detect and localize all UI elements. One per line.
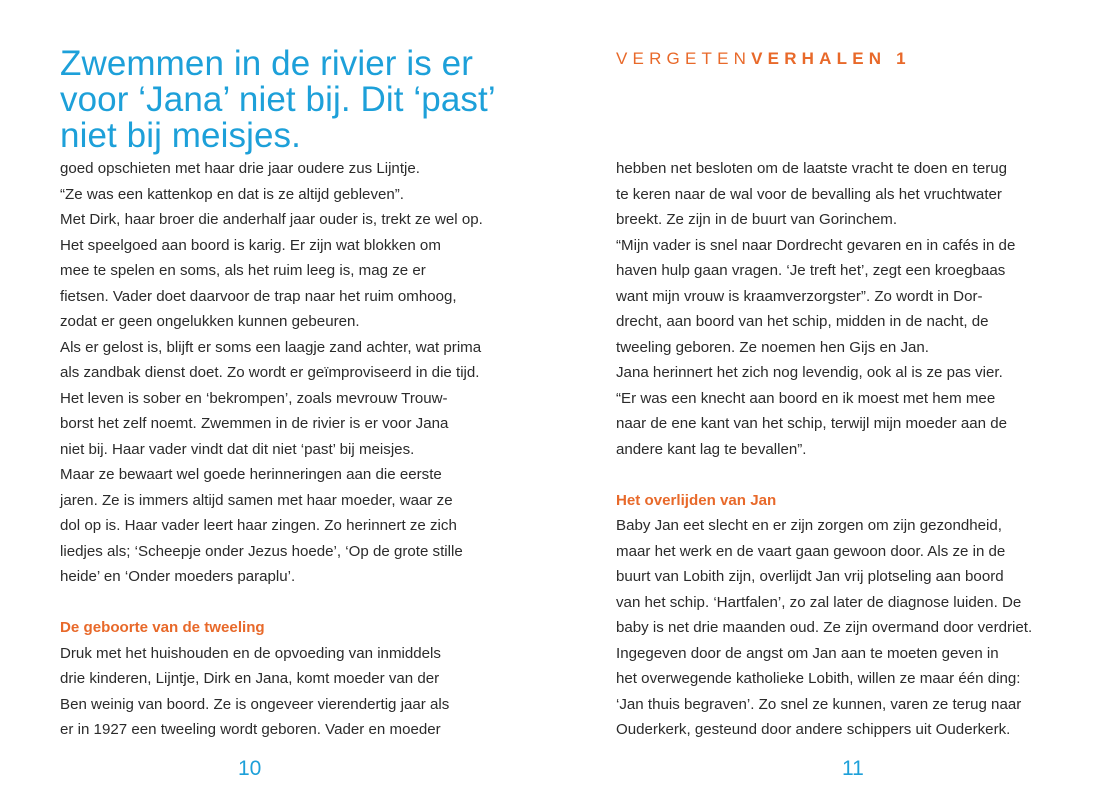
text-line: drie kinderen, Lijntje, Dirk en Jana, komt moeder van der: [60, 670, 440, 687]
text-line: Het leven is sober en ‘bekrompen’, zoals mevrouw Trouw-: [60, 389, 448, 407]
text-line: Als er gelost is, blijft er soms een laagje zand achter, wat prima: [60, 338, 482, 356]
text-line: baby is net drie maanden oud. Ze zijn overmand door verdriet.: [616, 619, 1033, 636]
pull-quote: Zwemmen in de rivier is er voor ‘Jana’ niet bij. Dit ‘past’ niet bij meisjes.: [60, 44, 495, 155]
text-line: Baby Jan eet slecht en er zijn zorgen om zijn gezondheid,: [616, 517, 1002, 534]
text-line: er in 1927 een tweeling wordt geboren. Vader en moeder: [60, 721, 441, 738]
text-line: niet bij. Haar vader vindt dat dit niet ‘past’ bij meisjes.: [60, 440, 415, 458]
text-line: te keren naar de wal voor de bevalling als het vruchtwater: [616, 185, 1002, 203]
text-line: Met Dirk, haar broer die anderhalf jaar ouder is, trekt ze wel op.: [60, 211, 483, 228]
text-line: heide’ en ‘Onder moeders paraplu’.: [60, 568, 296, 585]
series-title: [616, 49, 911, 69]
right-paragraphs-after: [616, 513, 1056, 743]
right-body-text: [616, 156, 1056, 743]
section-heading-tweeling: De geboorte van de tweeling: [60, 619, 265, 636]
left-paragraphs-after: [60, 641, 500, 743]
left-body-text: [60, 156, 500, 743]
left-paragraphs-before: [60, 156, 500, 590]
text-line: breekt. Ze zijn in de buurt van Gorinchem.: [616, 211, 898, 228]
text-line: Maar ze bewaart wel goede herinneringen aan die eerste: [60, 466, 442, 483]
text-line: Ingegeven door de angst om Jan aan te moeten geven in: [616, 644, 999, 662]
text-line: jaren. Ze is immers altijd samen met haar moeder, waar ze: [60, 491, 453, 509]
page-number-left: 10: [238, 757, 262, 780]
text-line: ‘Jan thuis begraven’. Zo snel ze kunnen, varen ze terug naar: [616, 695, 1022, 713]
text-line: het overwegende katholieke Lobith, willen ze maar één ding:: [616, 670, 1021, 687]
series-title-light: VERGETEN: [616, 49, 752, 68]
text-line: naar de ene kant van het schip, terwijl mijn moeder aan de: [616, 415, 1007, 432]
text-line: van het schip. ‘Hartfalen’, zo zal later de diagnose luiden. De: [616, 593, 1022, 611]
text-line: Ouderkerk, gesteund door andere schippers uit Ouderkerk.: [616, 721, 1011, 738]
text-line: goed opschieten met haar drie jaar oudere zus Lijntje.: [60, 160, 420, 177]
section-heading-jan: Het overlijden van Jan: [616, 491, 777, 509]
text-line: als zandbak dienst doet. Zo wordt er geïmproviseerd in die tijd.: [60, 364, 480, 381]
text-line: drecht, aan boord van het schip, midden in de nacht, de: [616, 313, 989, 330]
text-line: Jana herinnert het zich nog levendig, ook al is ze pas vier.: [616, 364, 1003, 381]
text-line: Het speelgoed aan boord is karig. Er zijn wat blokken om: [60, 236, 441, 254]
right-paragraphs-before: [616, 156, 1056, 462]
text-line: want mijn vrouw is kraamverzorgster”. Zo wordt in Dor-: [616, 287, 983, 305]
right-page: [555, 0, 1110, 807]
text-line: Ben weinig van boord. Ze is ongeveer vierendertig jaar als: [60, 695, 450, 713]
text-line: liedjes als; ‘Scheepje onder Jezus hoede’, ‘Op de grote stille: [60, 542, 463, 560]
series-title-bold: VERHALEN 1: [751, 49, 911, 68]
page-number-right: 11: [842, 757, 864, 780]
text-line: “Mijn vader is snel naar Dordrecht gevaren en in cafés in de: [616, 236, 1016, 254]
text-line: haven hulp gaan vragen. ‘Je treft het’, zegt een kroegbaas: [616, 262, 1006, 279]
text-line: zodat er geen ongelukken kunnen gebeuren.: [60, 313, 360, 330]
text-line: maar het werk en de vaart gaan gewoon door. Als ze in de: [616, 542, 1006, 560]
paragraph-spacer: [60, 590, 500, 616]
text-line: Druk met het huishouden en de opvoeding van inmiddels: [60, 644, 441, 662]
text-line: borst het zelf noemt. Zwemmen in de rivier is er voor Jana: [60, 415, 449, 432]
text-line: andere kant lag te bevallen”.: [616, 440, 807, 458]
paragraph-spacer: [616, 462, 1056, 488]
text-line: “Ze was een kattenkop en dat is ze altijd gebleven”.: [60, 185, 405, 203]
text-line: mee te spelen en soms, als het ruim leeg is, mag ze er: [60, 262, 426, 279]
text-line: tweeling geboren. Ze noemen hen Gijs en Jan.: [616, 338, 929, 356]
text-line: fietsen. Vader doet daarvoor de trap naar het ruim omhoog,: [60, 287, 457, 305]
text-line: buurt van Lobith zijn, overlijdt Jan vrij plotseling aan boord: [616, 568, 1004, 585]
text-line: dol op is. Haar vader leert haar zingen. Zo herinnert ze zich: [60, 517, 457, 534]
text-line: hebben net besloten om de laatste vracht te doen en terug: [616, 160, 1008, 177]
text-line: “Er was een knecht aan boord en ik moest met hem mee: [616, 389, 996, 407]
